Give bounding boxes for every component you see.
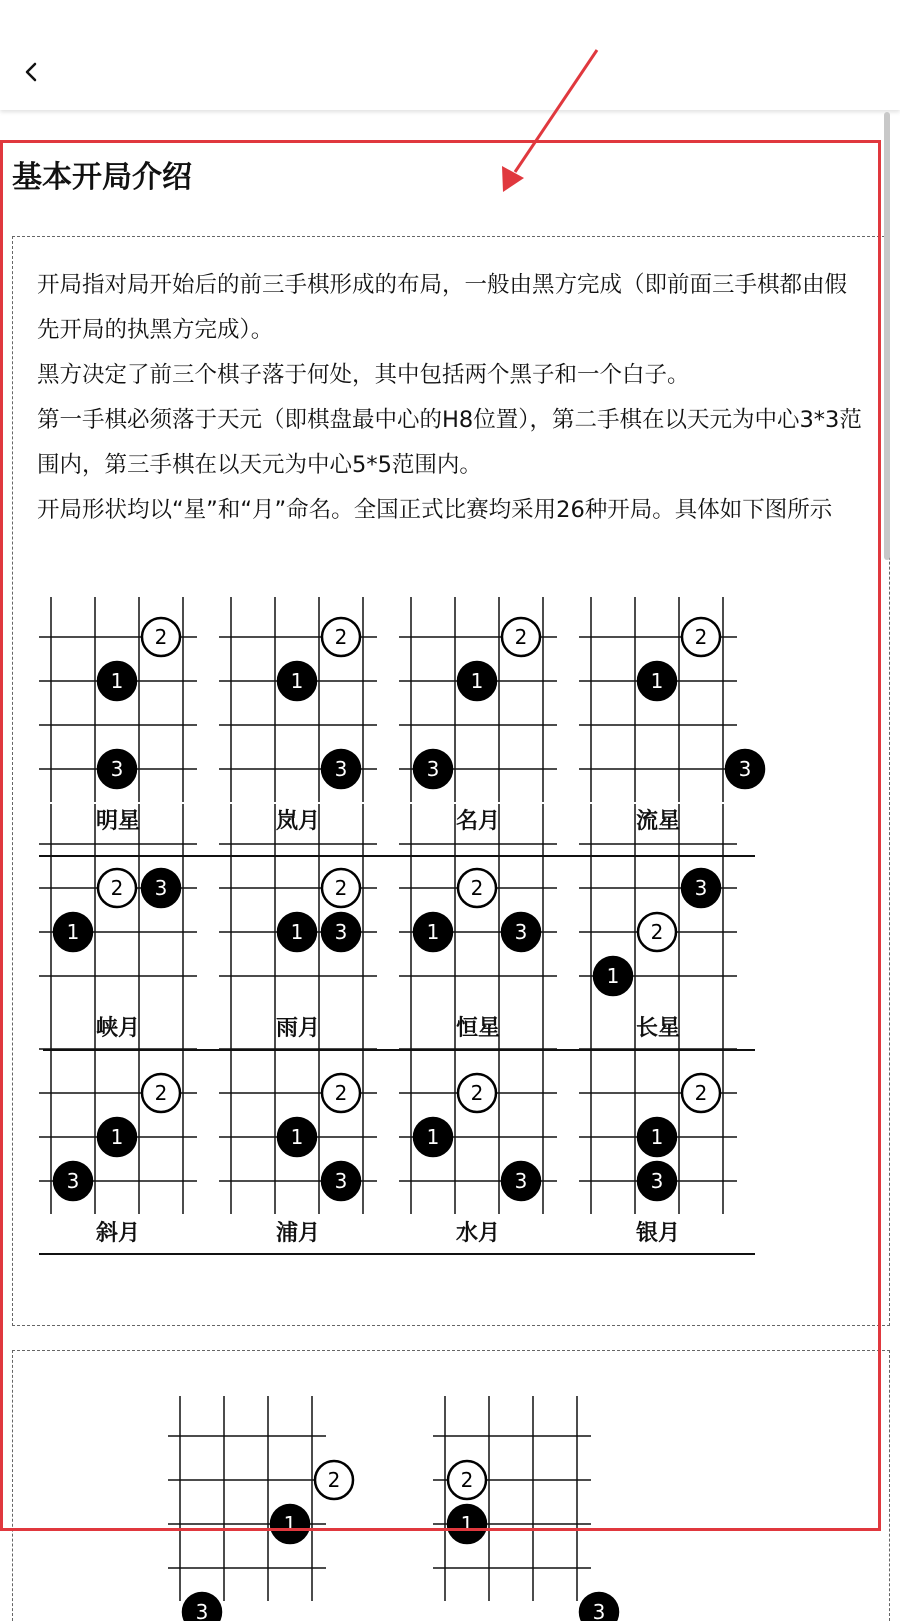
black-stone [278, 913, 316, 951]
white-stone [458, 1074, 496, 1112]
board-grid [39, 1009, 197, 1214]
opening-name: 名月 [455, 809, 500, 834]
stone-number: 3 [110, 757, 124, 781]
opening-diagram [39, 597, 197, 834]
back-button[interactable] [12, 52, 52, 96]
black-stone [322, 1162, 360, 1200]
board-grid [579, 597, 752, 802]
top-app-bar [0, 0, 900, 110]
opening-diagram [433, 1396, 606, 1621]
opening-name: 水月 [455, 1221, 500, 1246]
opening-diagram [579, 804, 737, 1041]
stone-number: 3 [738, 757, 752, 781]
black-stone [142, 869, 180, 907]
black-stone [726, 750, 764, 788]
stone-number: 3 [334, 1169, 348, 1193]
opening-diagram [399, 1009, 557, 1246]
opening-diagram [579, 597, 752, 834]
paragraph: 第一手棋必须落于天元（即棋盘最中心的H8位置），第二手棋在以天元为中心3*3范围内，第三手棋在以天元为中心5*5范围内。 [37, 407, 862, 478]
stone-number: 1 [650, 669, 664, 693]
stone-number: 2 [334, 876, 348, 900]
stone-number: 2 [110, 876, 124, 900]
stone-number: 2 [650, 920, 664, 944]
stone-number: 3 [334, 757, 348, 781]
scrollbar[interactable] [884, 112, 890, 560]
stone-number: 3 [592, 1600, 606, 1621]
black-stone [682, 869, 720, 907]
opening-diagram [219, 1009, 377, 1246]
black-stone [502, 913, 540, 951]
stone-number: 2 [327, 1468, 341, 1492]
opening-diagram [219, 597, 377, 834]
stone-number: 3 [334, 920, 348, 944]
opening-name: 岚月 [275, 809, 320, 834]
white-stone [142, 1074, 180, 1112]
section-title: 基本开局介绍 [12, 160, 192, 195]
stone-number: 2 [694, 1081, 708, 1105]
stone-number: 2 [334, 625, 348, 649]
row-separator [39, 1253, 755, 1255]
stone-number: 3 [514, 920, 528, 944]
black-stone [271, 1505, 309, 1543]
black-stone [278, 1118, 316, 1156]
white-stone [682, 1074, 720, 1112]
stone-number: 1 [110, 669, 124, 693]
stone-number: 3 [426, 757, 440, 781]
black-stone [322, 913, 360, 951]
stone-number: 1 [460, 1512, 474, 1536]
white-stone [315, 1461, 353, 1499]
white-stone [322, 618, 360, 656]
stone-number: 1 [290, 669, 304, 693]
black-stone [278, 662, 316, 700]
stone-number: 2 [460, 1468, 474, 1492]
opening-diagram [399, 804, 557, 1041]
openings-diagram [39, 607, 779, 1297]
black-stone [580, 1593, 618, 1621]
chevron-left-icon [21, 61, 43, 87]
paragraph: 开局形状均以“星”和“月”命名。全国正式比赛均采用26种开局。具体如下图所示 [37, 497, 833, 523]
black-stone [98, 750, 136, 788]
black-stone [638, 1118, 676, 1156]
opening-name: 峡月 [95, 1016, 140, 1041]
black-stone [638, 1162, 676, 1200]
opening-name: 雨月 [275, 1016, 320, 1041]
paragraph: 开局指对局开始后的前三手棋形成的布局，一般由黑方完成（即前面三手棋都由假先开局的执黑方完成）。 [37, 272, 848, 343]
board-grid [219, 804, 377, 1009]
opening-name: 浦月 [275, 1221, 320, 1246]
stone-number: 1 [470, 669, 484, 693]
opening-diagram [39, 1009, 197, 1246]
black-stone [414, 750, 452, 788]
stone-number: 3 [154, 876, 168, 900]
opening-name: 银月 [635, 1221, 680, 1246]
stone-number: 2 [154, 625, 168, 649]
opening-diagram [399, 597, 557, 834]
stone-number: 3 [694, 876, 708, 900]
board-grid [219, 1009, 377, 1214]
opening-name: 斜月 [95, 1221, 140, 1246]
stone-number: 1 [606, 964, 620, 988]
stone-number: 3 [514, 1169, 528, 1193]
black-stone [98, 662, 136, 700]
content-card-2 [12, 1350, 890, 1621]
board-grid [433, 1396, 606, 1621]
stone-number: 1 [426, 1125, 440, 1149]
board-grid [399, 1009, 557, 1214]
stone-number: 3 [650, 1169, 664, 1193]
stone-number: 2 [154, 1081, 168, 1105]
board-grid [168, 1396, 341, 1621]
intro-text [37, 263, 863, 533]
stone-number: 2 [470, 876, 484, 900]
paragraph: 黑方决定了前三个棋子落于何处，其中包括两个黑子和一个白子。 [37, 362, 690, 388]
board-grid [579, 1009, 737, 1214]
stone-number: 1 [110, 1125, 124, 1149]
black-stone [458, 662, 496, 700]
stone-number: 3 [66, 1169, 80, 1193]
stone-number: 2 [694, 625, 708, 649]
black-stone [414, 1118, 452, 1156]
stone-number: 1 [290, 1125, 304, 1149]
black-stone [638, 662, 676, 700]
white-stone [458, 869, 496, 907]
opening-diagram [168, 1396, 341, 1621]
white-stone [448, 1461, 486, 1499]
opening-name: 流星 [635, 809, 680, 834]
white-stone [322, 869, 360, 907]
white-stone [98, 869, 136, 907]
content-card [12, 236, 890, 1326]
openings-diagram-2 [13, 1351, 889, 1621]
stone-number: 1 [426, 920, 440, 944]
opening-name: 明星 [95, 809, 140, 834]
stone-number: 1 [66, 920, 80, 944]
black-stone [98, 1118, 136, 1156]
stone-number: 1 [283, 1512, 297, 1536]
stone-number: 2 [470, 1081, 484, 1105]
black-stone [594, 957, 632, 995]
stone-number: 2 [334, 1081, 348, 1105]
black-stone [183, 1593, 221, 1621]
black-stone [414, 913, 452, 951]
black-stone [502, 1162, 540, 1200]
white-stone [502, 618, 540, 656]
white-stone [142, 618, 180, 656]
opening-diagram [579, 1009, 737, 1246]
black-stone [54, 913, 92, 951]
stone-number: 3 [195, 1600, 209, 1621]
board-grid [39, 804, 197, 1009]
black-stone [322, 750, 360, 788]
white-stone [638, 913, 676, 951]
white-stone [682, 618, 720, 656]
opening-name: 长星 [635, 1016, 680, 1041]
black-stone [448, 1505, 486, 1543]
black-stone [54, 1162, 92, 1200]
board-grid [399, 597, 557, 802]
stone-number: 1 [650, 1125, 664, 1149]
board-grid [219, 597, 377, 802]
board-grid [399, 804, 557, 1009]
opening-diagram [39, 804, 197, 1041]
white-stone [322, 1074, 360, 1112]
stone-number: 2 [514, 625, 528, 649]
board-grid [579, 804, 737, 1009]
stone-number: 1 [290, 920, 304, 944]
opening-name: 恒星 [455, 1016, 500, 1041]
board-grid [39, 597, 197, 802]
opening-diagram [219, 804, 377, 1041]
